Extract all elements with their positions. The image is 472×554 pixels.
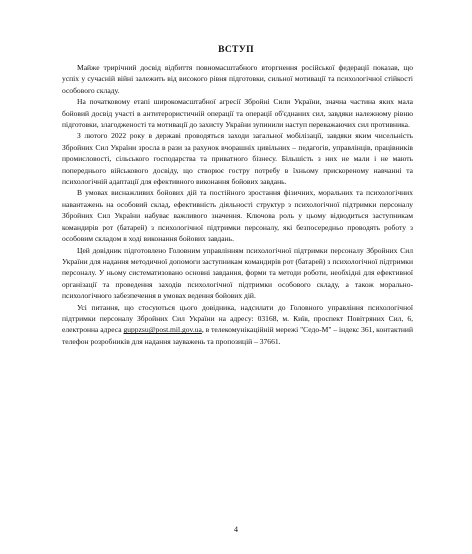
email-link[interactable]: guppzsu@post.mil.gov.ua bbox=[123, 325, 202, 335]
paragraph-guide-purpose: Цей довідник підготовлено Головним управлінням психологічної підтримки персоналу Збройних Сил України для надання методичної допомоги заступникам командирів рот (батарей) з психологічної підтримки персоналу. У ньому систематизовано основні завдання, форми та методи роботи, необхідні для ефективної організації та проведення заходів психологічної підтримки особового складу, а також морально-психологічного забезпечення в умовах ведення бойових дій. bbox=[62, 245, 413, 301]
section-heading: ВСТУП bbox=[218, 44, 254, 55]
paragraph-combat-conditions: В умовах виснажливих бойових дій та постійного зростання фізичних, моральних та психологічних навантажень на особовий склад, ефективність діяльності структур з психологічної підтримки персоналу Збройних Сил України набуває важливого значення. Ключова роль у цьому відводиться заступникам командирів рот (батарей) з психологічної підтримки персоналу, які безпосередньо проводять роботу з особовим складом в ході виконання бойових завдань. bbox=[62, 188, 413, 244]
paragraph-contacts: Усі питання, що стосуються цього довідника, надсилати до Головного управління психологічної підтримки персоналу Збройних Сил України на адресу: 03168, м. Київ, проспект Повітряних Сил, 6, електронна адреса guppzsu@post.mil.gov.ua, в телекомунікаційній мережі "Седо-М" – індекс 361, контактний телефон розробників для надання зауважень та пропозицій – 37661. bbox=[62, 302, 413, 346]
paragraph-intro: Майже трирічний досвід відбиття повномасштабного вторгнення російської федерації показав, що успіх у сучасній війні залежить від високого рівня підготовки, сильної мотивації та психологічної стійкості особового складу. bbox=[62, 63, 413, 95]
paragraph-mobilization: З лютого 2022 року в державі проводяться заходи загальної мобілізації, завдяки яким чисельність Збройних Сил України зросла в рази за рахунок вчорашніх цивільних – педагогів, управлінців, працівників промисловості, сільського господарства та приватного бізнесу. Більшість з них не мали і не мають попереднього військового досвіду, що створює гостру потребу в їхньому прискореному навчанні та психологічній адаптації для ефективного виконання бойових завдань. bbox=[62, 131, 413, 187]
body-text bbox=[62, 62, 413, 347]
paragraph-initial-stage: На початковому етапі широкомасштабної агресії Збройні Сили України, значна частина яких мала бойовий досвід участі в антитерористичній операції та операції об'єднаних сил, завдяки належному рівню підготовки, злагодженості та мотивації до захисту України зупинили наступ переважаючих сил противника. bbox=[62, 97, 413, 130]
page-number: 4 bbox=[234, 525, 238, 534]
